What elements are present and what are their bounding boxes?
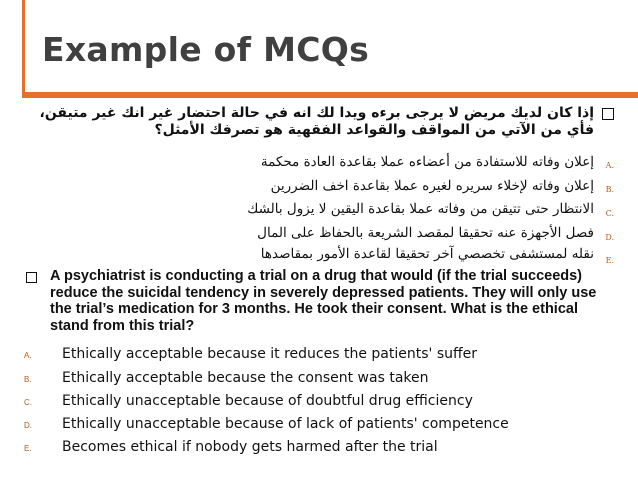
slide-title: Example of MCQs xyxy=(42,30,370,69)
english-option-e: Becomes ethical if nobody gets harmed after the trial xyxy=(62,439,438,455)
english-option-letter: E. xyxy=(24,444,32,453)
arabic-option-b: إعلان وفاته لإخلاء سريره لغيره عملا بقاعدة اخف الضررين xyxy=(270,178,594,194)
english-option-c: Ethically unacceptable because of doubtful drug efficiency xyxy=(62,393,473,409)
english-option-b: Ethically acceptable because the consent was taken xyxy=(62,370,429,386)
arabic-option-letter: A. xyxy=(605,161,614,170)
english-question-text: A psychiatrist is conducting a trial on a drug that would (if the trial succeeds) reduce the suicidal tendency in severely depressed patients. They will only use the trial’s medication for 3 months. He took their consent. What is the ethical stand from this trial? xyxy=(50,268,597,334)
square-bullet-icon xyxy=(602,108,614,120)
arabic-option-letter: B. xyxy=(605,185,614,194)
english-option-letter: C. xyxy=(24,398,32,407)
square-bullet-icon xyxy=(26,272,37,283)
accent-vertical-line xyxy=(22,0,25,92)
english-option-d: Ethically unacceptable because of lack of patients' competence xyxy=(62,416,509,432)
arabic-option-c: الانتظار حتى تتيقن من وفاته عملا بقاعدة اليقين لا يزول بالشك xyxy=(247,201,594,217)
english-option-letter: B. xyxy=(24,375,32,384)
english-option-a: Ethically acceptable because it reduces the patients' suffer xyxy=(62,346,478,362)
arabic-option-letter: D. xyxy=(605,233,614,242)
arabic-option-letter: E. xyxy=(605,256,614,265)
arabic-option-letter: C. xyxy=(605,209,614,218)
english-option-letter: A. xyxy=(24,351,32,360)
arabic-option-a: إعلان وفاته للاستفادة من أعضاءه عملا بقاعدة العادة محكمة xyxy=(260,154,594,170)
arabic-option-d: فصل الأجهزة عنه تحقيقا لمقصد الشريعة بالحفاظ على المال xyxy=(257,225,594,241)
arabic-option-e: نقله لمستشفى تخصصي آخر تحقيقا لقاعدة الأمور بمقاصدها xyxy=(260,246,594,262)
accent-horizontal-line xyxy=(22,92,638,98)
english-option-letter: D. xyxy=(24,421,32,430)
arabic-question-text: إذا كان لديك مريض لا يرجى برءه ويدا لك انه في حالة احتضار غير انك غير متيقن، فأي من الآتي من المواقف والقواعد الفقهية هو تصرفك الأمثل؟ xyxy=(39,105,594,138)
